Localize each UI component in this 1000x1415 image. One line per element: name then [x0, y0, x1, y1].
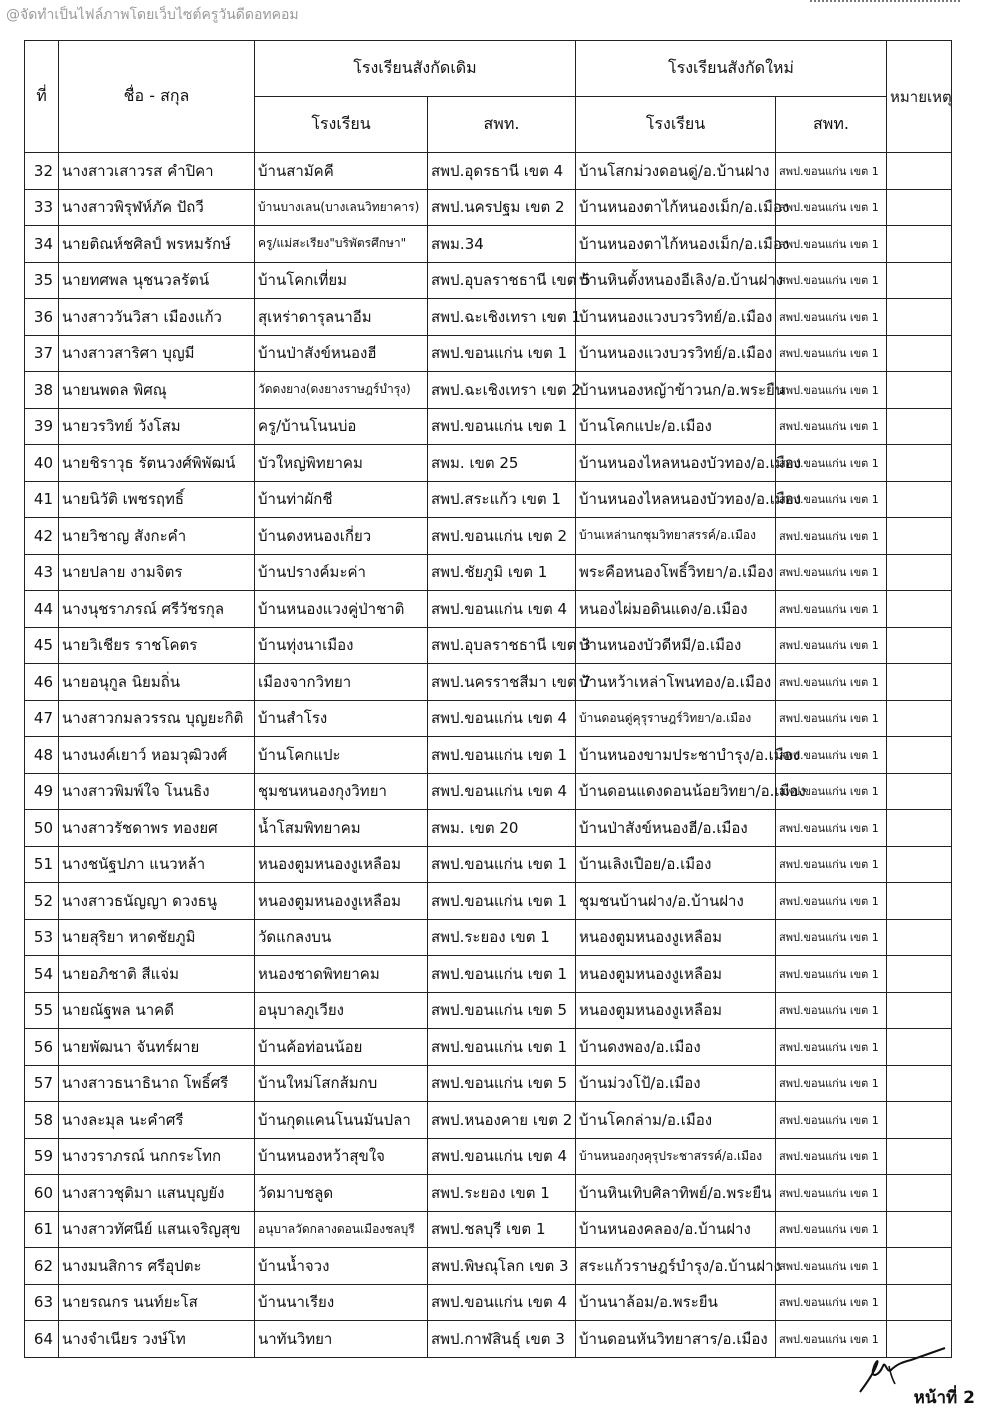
cell-remark — [887, 883, 952, 920]
cell-new-school: บ้านป่าสังข์หนองฮี/อ.เมือง — [576, 810, 776, 847]
cell-remark — [887, 1029, 952, 1066]
cell-old-office: สพป.กาฬสินธุ์ เขต 3 — [428, 1321, 576, 1358]
cell-remark — [887, 1284, 952, 1321]
cell-new-school: บ้านหว้าเหล่าโพนทอง/อ.เมือง — [576, 664, 776, 701]
cell-remark — [887, 664, 952, 701]
cell-remark — [887, 554, 952, 591]
cell-new-school: บ้านหนองตาไก้หนองเม็ก/อ.เมือง — [576, 226, 776, 263]
corner-mark — [810, 0, 960, 8]
cell-name: นายวิชาญ สังกะคำ — [59, 518, 255, 555]
cell-remark — [887, 956, 952, 993]
cell-old-school: ครู/บ้านโนนบ่อ — [255, 408, 428, 445]
cell-new-school: บ้านดอนหันวิทยาสาร/อ.เมือง — [576, 1321, 776, 1358]
cell-new-office: สพป.ขอนแก่น เขต 1 — [776, 919, 887, 956]
new-office-header: สพท. — [776, 97, 887, 153]
table-row — [25, 1284, 952, 1321]
cell-new-school: หนองตูมหนองงูเหลือม — [576, 956, 776, 993]
cell-no: 47 — [25, 700, 59, 737]
cell-old-school: บ้านนาเรียง — [255, 1284, 428, 1321]
table-row — [25, 737, 952, 774]
cell-old-school: บ้านโคกเที่ยม — [255, 262, 428, 299]
cell-old-school: หนองตูมหนองงูเหลือม — [255, 846, 428, 883]
cell-remark — [887, 1102, 952, 1139]
table-row — [25, 1211, 952, 1248]
cell-old-school: บ้านใหม่โสกส้มกบ — [255, 1065, 428, 1102]
cell-name: นางมนสิการ ศรีอุปตะ — [59, 1248, 255, 1285]
cell-no: 49 — [25, 773, 59, 810]
cell-new-office: สพป.ขอนแก่น เขต 1 — [776, 956, 887, 993]
cell-remark — [887, 372, 952, 409]
cell-new-office: สพป.ขอนแก่น เขต 1 — [776, 1065, 887, 1102]
cell-old-office: สพป.ขอนแก่น เขต 5 — [428, 1065, 576, 1102]
table-row — [25, 956, 952, 993]
cell-old-school: บ้านหนองหว้าสุขใจ — [255, 1138, 428, 1175]
cell-no: 45 — [25, 627, 59, 664]
table-row — [25, 481, 952, 518]
cell-old-office: สพม.34 — [428, 226, 576, 263]
cell-no: 38 — [25, 372, 59, 409]
cell-no: 39 — [25, 408, 59, 445]
cell-remark — [887, 1138, 952, 1175]
cell-name: นายสุริยา หาดชัยภูมิ — [59, 919, 255, 956]
cell-old-school: เมืองจากวิทยา — [255, 664, 428, 701]
cell-old-office: สพป.ขอนแก่น เขต 2 — [428, 518, 576, 555]
cell-new-office: สพป.ขอนแก่น เขต 1 — [776, 627, 887, 664]
watermark: @จัดทำเป็นไฟล์ภาพโดยเว็บไซต์ครูวันดีดอทคอม — [6, 7, 299, 23]
cell-name: นางสาวธนาธินาถ โพธิ์ศรี — [59, 1065, 255, 1102]
cell-old-school: ครู/แม่สะเรียง"บริพัตรศึกษา" — [255, 226, 428, 263]
cell-old-school: นาทันวิทยา — [255, 1321, 428, 1358]
cell-new-school: บ้านหนองแวงบวรวิทย์/อ.เมือง — [576, 335, 776, 372]
cell-old-school: บ้านกุดแคนโนนมันปลา — [255, 1102, 428, 1139]
cell-old-office: สพป.สระแก้ว เขต 1 — [428, 481, 576, 518]
cell-old-office: สพป.ขอนแก่น เขต 4 — [428, 700, 576, 737]
cell-no: 56 — [25, 1029, 59, 1066]
table-row — [25, 1102, 952, 1139]
cell-old-school: สุเหร่าดารุลนาอีม — [255, 299, 428, 336]
cell-no: 52 — [25, 883, 59, 920]
cell-new-school: บ้านดอนแดงดอนน้อยวิทยา/อ.เมือง — [576, 773, 776, 810]
cell-name: นายวรวิทย์ วังโสม — [59, 408, 255, 445]
cell-name: นางสาวรัชดาพร ทองยศ — [59, 810, 255, 847]
cell-name: นายปลาย งามจิตร — [59, 554, 255, 591]
table-row — [25, 262, 952, 299]
cell-old-office: สพป.ระยอง เขต 1 — [428, 919, 576, 956]
table-row — [25, 846, 952, 883]
table-row — [25, 773, 952, 810]
cell-new-office: สพป.ขอนแก่น เขต 1 — [776, 1284, 887, 1321]
cell-name: นางสาวธนัญญา ดวงธนู — [59, 883, 255, 920]
cell-new-office: สพป.ขอนแก่น เขต 1 — [776, 554, 887, 591]
old-school-header: โรงเรียน — [255, 97, 428, 153]
cell-new-school: บ้านโคกแปะ/อ.เมือง — [576, 408, 776, 445]
cell-name: นางสาวกมลวรรณ บุญยะกิติ — [59, 700, 255, 737]
cell-name: นางสาวพิรุฬห์ภัค ปัถวี — [59, 189, 255, 226]
cell-old-school: น้ำโสมพิทยาคม — [255, 810, 428, 847]
table-row — [25, 1321, 952, 1358]
transfer-table — [24, 40, 952, 1358]
cell-remark — [887, 445, 952, 482]
table-row — [25, 408, 952, 445]
cell-name: นางละมุล นะคำศรี — [59, 1102, 255, 1139]
cell-new-school: บ้านหนองตาไก้หนองเม็ก/อ.เมือง — [576, 189, 776, 226]
cell-old-school: บ้านค้อท่อนน้อย — [255, 1029, 428, 1066]
cell-name: นายนิวัติ เพชรฤทธิ์ — [59, 481, 255, 518]
cell-old-office: สพป.นครปฐม เขต 2 — [428, 189, 576, 226]
cell-new-office: สพป.ขอนแก่น เขต 1 — [776, 773, 887, 810]
cell-remark — [887, 992, 952, 1029]
cell-new-office: สพป.ขอนแก่น เขต 1 — [776, 372, 887, 409]
cell-old-school: บ้านท่าผักชี — [255, 481, 428, 518]
cell-old-school: วัดแกลงบน — [255, 919, 428, 956]
cell-name: นางสาวสาริศา บุญมี — [59, 335, 255, 372]
cell-old-office: สพป.ขอนแก่น เขต 1 — [428, 737, 576, 774]
cell-old-office: สพป.ระยอง เขต 1 — [428, 1175, 576, 1212]
cell-new-office: สพป.ขอนแก่น เขต 1 — [776, 262, 887, 299]
table-row — [25, 554, 952, 591]
cell-remark — [887, 1175, 952, 1212]
cell-new-school: หนองตูมหนองงูเหลือม — [576, 919, 776, 956]
cell-new-office: สพป.ขอนแก่น เขต 1 — [776, 445, 887, 482]
cell-old-office: สพป.นครราชสีมา เขต 7 — [428, 664, 576, 701]
cell-name: นางสาวทัศนีย์ แสนเจริญสุข — [59, 1211, 255, 1248]
cell-no: 50 — [25, 810, 59, 847]
cell-name: นางจำเนียร วงษ์โท — [59, 1321, 255, 1358]
cell-old-school: บ้านโคกแปะ — [255, 737, 428, 774]
cell-name: นางนุชราภรณ์ ศรีวัชรกุล — [59, 591, 255, 628]
cell-no: 32 — [25, 153, 59, 190]
cell-old-school: บัวใหญ่พิทยาคม — [255, 445, 428, 482]
table-row — [25, 1175, 952, 1212]
cell-no: 57 — [25, 1065, 59, 1102]
cell-old-office: สพป.ขอนแก่น เขต 4 — [428, 1138, 576, 1175]
cell-remark — [887, 335, 952, 372]
cell-old-office: สพป.ชัยภูมิ เขต 1 — [428, 554, 576, 591]
cell-name: นางสาววันวิสา เมืองแก้ว — [59, 299, 255, 336]
cell-no: 61 — [25, 1211, 59, 1248]
cell-name: นางสาวพิมพ์ใจ โนนธิง — [59, 773, 255, 810]
cell-no: 44 — [25, 591, 59, 628]
cell-new-office: สพป.ขอนแก่น เขต 1 — [776, 1321, 887, 1358]
cell-no: 55 — [25, 992, 59, 1029]
cell-old-office: สพป.อุดรธานี เขต 4 — [428, 153, 576, 190]
cell-name: นายรณกร นนท์ยะโส — [59, 1284, 255, 1321]
cell-remark — [887, 299, 952, 336]
cell-no: 58 — [25, 1102, 59, 1139]
cell-new-school: บ้านดอนดู่คุรุราษฎร์วิทยา/อ.เมือง — [576, 700, 776, 737]
cell-remark — [887, 189, 952, 226]
cell-old-school: บ้านบางเลน(บางเลนวิทยาคาร) — [255, 189, 428, 226]
cell-name: นายนพดล พิศณุ — [59, 372, 255, 409]
cell-remark — [887, 773, 952, 810]
cell-old-office: สพม. เขต 20 — [428, 810, 576, 847]
cell-old-office: สพป.ขอนแก่น เขต 5 — [428, 992, 576, 1029]
cell-new-office: สพป.ขอนแก่น เขต 1 — [776, 737, 887, 774]
cell-old-office: สพป.ชลบุรี เขต 1 — [428, 1211, 576, 1248]
cell-new-office: สพป.ขอนแก่น เขต 1 — [776, 992, 887, 1029]
old-office-header: สพท. — [428, 97, 576, 153]
remark-header: หมายเหตุ — [887, 41, 952, 153]
cell-new-school: บ้านหินตั้งหนองอีเลิง/อ.บ้านฝาง — [576, 262, 776, 299]
cell-old-school: บ้านปรางค์มะค่า — [255, 554, 428, 591]
cell-old-office: สพม. เขต 25 — [428, 445, 576, 482]
cell-name: นายวิเชียร ราชโคตร — [59, 627, 255, 664]
cell-no: 34 — [25, 226, 59, 263]
cell-old-school: อนุบาลภูเวียง — [255, 992, 428, 1029]
cell-new-office: สพป.ขอนแก่น เขต 1 — [776, 1029, 887, 1066]
cell-old-office: สพป.พิษณุโลก เขต 3 — [428, 1248, 576, 1285]
cell-new-school: บ้านโคกล่าม/อ.เมือง — [576, 1102, 776, 1139]
cell-old-office: สพป.ขอนแก่น เขต 4 — [428, 591, 576, 628]
table-row — [25, 919, 952, 956]
cell-no: 54 — [25, 956, 59, 993]
cell-no: 43 — [25, 554, 59, 591]
cell-old-school: บ้านหนองแวงคู่ป่าชาติ — [255, 591, 428, 628]
cell-new-school: บ้านหนองไหลหนองบัวทอง/อ.เมือง — [576, 481, 776, 518]
cell-no: 60 — [25, 1175, 59, 1212]
cell-no: 35 — [25, 262, 59, 299]
cell-old-school: ชุมชนหนองกุงวิทยา — [255, 773, 428, 810]
cell-new-office: สพป.ขอนแก่น เขต 1 — [776, 1248, 887, 1285]
cell-new-school: พระคือหนองโพธิ์วิทยา/อ.เมือง — [576, 554, 776, 591]
cell-old-school: บ้านสามัคคี — [255, 153, 428, 190]
cell-new-office: สพป.ขอนแก่น เขต 1 — [776, 1138, 887, 1175]
table-row — [25, 189, 952, 226]
cell-no: 62 — [25, 1248, 59, 1285]
cell-old-office: สพป.ฉะเชิงเทรา เขต 1 — [428, 299, 576, 336]
cell-name: นายชิราวุธ รัตนวงศ์พิพัฒน์ — [59, 445, 255, 482]
cell-new-school: บ้านหนองกุงคุรุประชาสรรค์/อ.เมือง — [576, 1138, 776, 1175]
cell-remark — [887, 919, 952, 956]
table-row — [25, 664, 952, 701]
table-row — [25, 1065, 952, 1102]
cell-no: 53 — [25, 919, 59, 956]
cell-remark — [887, 700, 952, 737]
cell-old-school: อนุบาลวัดกลางดอนเมืองชลบุรี — [255, 1211, 428, 1248]
cell-new-school: บ้านหินเทิบศิลาทิพย์/อ.พระยืน — [576, 1175, 776, 1212]
cell-new-office: สพป.ขอนแก่น เขต 1 — [776, 883, 887, 920]
cell-new-school: บ้านหนองคลอง/อ.บ้านฝาง — [576, 1211, 776, 1248]
cell-remark — [887, 846, 952, 883]
cell-old-school: บ้านป่าสังข์หนองฮี — [255, 335, 428, 372]
new-school-header: โรงเรียน — [576, 97, 776, 153]
cell-old-office: สพป.ขอนแก่น เขต 4 — [428, 1284, 576, 1321]
cell-name: นายทศพล นุชนวลรัตน์ — [59, 262, 255, 299]
old-school-group-header: โรงเรียนสังกัดเดิม — [255, 41, 576, 97]
cell-new-office: สพป.ขอนแก่น เขต 1 — [776, 153, 887, 190]
cell-no: 36 — [25, 299, 59, 336]
cell-new-office: สพป.ขอนแก่น เขต 1 — [776, 299, 887, 336]
cell-new-school: บ้านม่วงโป้/อ.เมือง — [576, 1065, 776, 1102]
cell-no: 46 — [25, 664, 59, 701]
cell-new-office: สพป.ขอนแก่น เขต 1 — [776, 591, 887, 628]
cell-new-school: หนองตูมหนองงูเหลือม — [576, 992, 776, 1029]
table-row — [25, 153, 952, 190]
table-row — [25, 627, 952, 664]
cell-new-school: บ้านดงพอง/อ.เมือง — [576, 1029, 776, 1066]
cell-new-school: บ้านเลิงเปือย/อ.เมือง — [576, 846, 776, 883]
cell-remark — [887, 1248, 952, 1285]
new-school-group-header: โรงเรียนสังกัดใหม่ — [576, 41, 887, 97]
table-row — [25, 372, 952, 409]
cell-remark — [887, 1065, 952, 1102]
table-row — [25, 1029, 952, 1066]
table-row — [25, 700, 952, 737]
cell-new-school: บ้านหนองไหลหนองบัวทอง/อ.เมือง — [576, 445, 776, 482]
cell-old-office: สพป.ขอนแก่น เขต 4 — [428, 773, 576, 810]
table-row — [25, 992, 952, 1029]
cell-no: 63 — [25, 1284, 59, 1321]
table-row — [25, 518, 952, 555]
cell-no: 40 — [25, 445, 59, 482]
cell-new-office: สพป.ขอนแก่น เขต 1 — [776, 1211, 887, 1248]
table-row — [25, 591, 952, 628]
cell-name: นายติณห์ชศิลป์ พรหมรักษ์ — [59, 226, 255, 263]
cell-old-school: หนองชาดพิทยาคม — [255, 956, 428, 993]
cell-new-office: สพป.ขอนแก่น เขต 1 — [776, 1175, 887, 1212]
cell-remark — [887, 226, 952, 263]
table-body — [25, 153, 952, 1358]
table-row — [25, 445, 952, 482]
cell-old-school: วัดดงยาง(ดงยางราษฎร์บำรุง) — [255, 372, 428, 409]
cell-no: 59 — [25, 1138, 59, 1175]
cell-remark — [887, 627, 952, 664]
cell-remark — [887, 481, 952, 518]
cell-old-office: สพป.ขอนแก่น เขต 1 — [428, 335, 576, 372]
cell-remark — [887, 737, 952, 774]
cell-no: 33 — [25, 189, 59, 226]
cell-no: 37 — [25, 335, 59, 372]
cell-new-office: สพป.ขอนแก่น เขต 1 — [776, 408, 887, 445]
cell-old-office: สพป.ขอนแก่น เขต 1 — [428, 408, 576, 445]
cell-no: 48 — [25, 737, 59, 774]
cell-new-office: สพป.ขอนแก่น เขต 1 — [776, 664, 887, 701]
cell-new-school: บ้านหนองแวงบวรวิทย์/อ.เมือง — [576, 299, 776, 336]
cell-old-school: บ้านดงหนองเกี่ยว — [255, 518, 428, 555]
cell-new-school: บ้านหนองหญ้าข้าวนก/อ.พระยืน — [576, 372, 776, 409]
cell-new-school: บ้านเหล่านกชุมวิทยาสรรค์/อ.เมือง — [576, 518, 776, 555]
col-name-header: ชื่อ - สกุล — [59, 41, 255, 153]
table-row — [25, 1248, 952, 1285]
table-row — [25, 810, 952, 847]
cell-name: นายอภิชาติ สีแจ่ม — [59, 956, 255, 993]
cell-old-office: สพป.ขอนแก่น เขต 1 — [428, 956, 576, 993]
cell-old-office: สพป.ขอนแก่น เขต 1 — [428, 1029, 576, 1066]
cell-new-office: สพป.ขอนแก่น เขต 1 — [776, 1102, 887, 1139]
cell-old-school: บ้านน้ำจวง — [255, 1248, 428, 1285]
table-row — [25, 335, 952, 372]
cell-remark — [887, 408, 952, 445]
table-row — [25, 299, 952, 336]
page-number: หน้าที่ 2 — [913, 1388, 975, 1408]
cell-new-school: สระแก้วราษฎร์บำรุง/อ.บ้านฝาง — [576, 1248, 776, 1285]
cell-no: 51 — [25, 846, 59, 883]
cell-old-school: บ้านสำโรง — [255, 700, 428, 737]
cell-old-school: บ้านทุ่งนาเมือง — [255, 627, 428, 664]
cell-remark — [887, 591, 952, 628]
cell-new-school: ชุมชนบ้านฝาง/อ.บ้านฝาง — [576, 883, 776, 920]
cell-no: 42 — [25, 518, 59, 555]
cell-name: นายอนุกูล นิยมถิ่น — [59, 664, 255, 701]
cell-name: นางนงค์เยาว์ หอมวุฒิวงศ์ — [59, 737, 255, 774]
cell-old-office: สพป.อุบลราชธานี เขต 3 — [428, 627, 576, 664]
cell-new-office: สพป.ขอนแก่น เขต 1 — [776, 700, 887, 737]
cell-old-office: สพป.หนองคาย เขต 2 — [428, 1102, 576, 1139]
cell-new-office: สพป.ขอนแก่น เขต 1 — [776, 335, 887, 372]
cell-no: 64 — [25, 1321, 59, 1358]
cell-remark — [887, 518, 952, 555]
table-row — [25, 883, 952, 920]
cell-name: นางสาวเสาวรส คำปิคา — [59, 153, 255, 190]
table-row — [25, 226, 952, 263]
cell-name: นางสาวชุติมา แสนบุญยัง — [59, 1175, 255, 1212]
cell-new-school: บ้านหนองบัวดีหมี/อ.เมือง — [576, 627, 776, 664]
cell-new-school: บ้านนาล้อม/อ.พระยืน — [576, 1284, 776, 1321]
cell-new-office: สพป.ขอนแก่น เขต 1 — [776, 810, 887, 847]
cell-new-office: สพป.ขอนแก่น เขต 1 — [776, 189, 887, 226]
cell-old-school: หนองตูมหนองงูเหลือม — [255, 883, 428, 920]
cell-new-school: บ้านหนองขามประชาบำรุง/อ.เมือง — [576, 737, 776, 774]
cell-old-office: สพป.ขอนแก่น เขต 1 — [428, 846, 576, 883]
cell-no: 41 — [25, 481, 59, 518]
table-row — [25, 1138, 952, 1175]
cell-remark — [887, 810, 952, 847]
cell-new-school: หนองไผ่มอดินแดง/อ.เมือง — [576, 591, 776, 628]
cell-new-office: สพป.ขอนแก่น เขต 1 — [776, 481, 887, 518]
cell-name: นางวราภรณ์ นกกระโทก — [59, 1138, 255, 1175]
col-no-header: ที่ — [25, 41, 59, 153]
cell-new-office: สพป.ขอนแก่น เขต 1 — [776, 226, 887, 263]
cell-remark — [887, 153, 952, 190]
cell-name: นายพัฒนา จันทร์ผาย — [59, 1029, 255, 1066]
cell-old-office: สพป.ขอนแก่น เขต 1 — [428, 883, 576, 920]
cell-remark — [887, 262, 952, 299]
cell-new-office: สพป.ขอนแก่น เขต 1 — [776, 846, 887, 883]
cell-remark — [887, 1211, 952, 1248]
cell-name: นางชนัฐปภา แนวหล้า — [59, 846, 255, 883]
cell-name: นายณัฐพล นาคดี — [59, 992, 255, 1029]
cell-old-office: สพป.อุบลราชธานี เขต 5 — [428, 262, 576, 299]
cell-new-school: บ้านโสกม่วงดอนดู่/อ.บ้านฝาง — [576, 153, 776, 190]
cell-old-office: สพป.ฉะเชิงเทรา เขต 2 — [428, 372, 576, 409]
cell-old-school: วัดมาบชลูด — [255, 1175, 428, 1212]
cell-new-office: สพป.ขอนแก่น เขต 1 — [776, 518, 887, 555]
